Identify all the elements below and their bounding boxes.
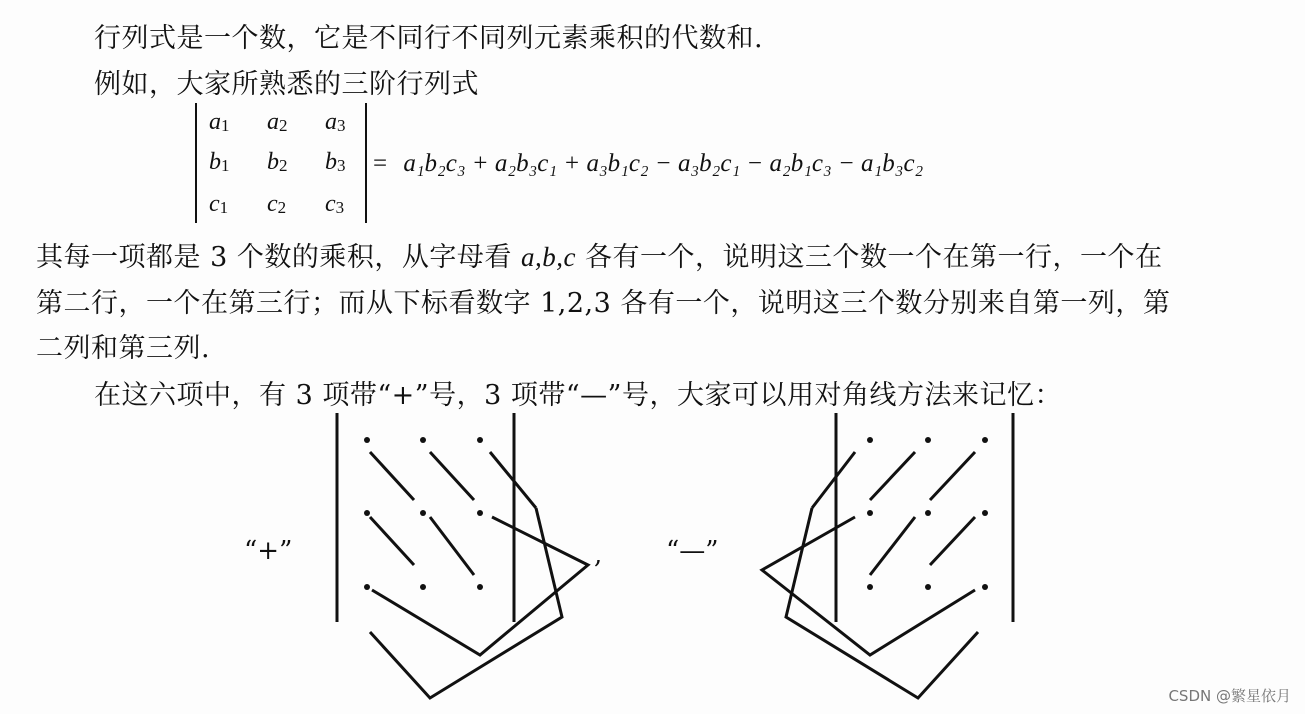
paragraph-definition: 行列式是一个数，它是不同行不同列元素乘积的代数和. [94,23,764,54]
matrix-cell-a2: $a_2$ [267,109,288,135]
paragraph-sign-rule: 在这六项中，有 3 项带“+”号，3 项带“—”号，大家可以用对角线方法来记忆： [94,380,1062,411]
plus-diagram [337,413,588,698]
minus-diagram-label: “—” [666,536,719,566]
paragraph-explanation-3: 二列和第三列. [36,333,211,364]
matrix-cell-b3: $b_3$ [325,149,346,175]
plus-diagram-label: “+” [244,536,293,566]
paragraph-explanation-2: 第二行，一个在第三行；而从下标看数字 1,2,3 各有一个，说明这三个数分别来自第一列，第 [36,288,1171,319]
matrix-cell-b2: $b_2$ [267,149,288,175]
paragraph-example-intro: 例如，大家所熟悉的三阶行列式 [94,69,479,100]
paragraph-explanation-1: 其每一项都是 3 个数的乘积，从字母看 a,b,c 各有一个，说明这三个数一个在第一行，一个在 [36,242,1163,273]
matrix-cell-c2: $c_2$ [267,191,287,217]
equals-sign: = [373,150,388,177]
diagram-separator: , [594,540,603,570]
matrix-cell-c3: $c_3$ [325,191,345,217]
matrix-cell-b1: $b_1$ [209,149,230,175]
csdn-watermark: CSDN @繁星依月 [1168,687,1291,705]
matrix-cell-a3: $a_3$ [325,109,346,135]
matrix-cell-a1: $a_1$ [209,109,230,135]
expansion-formula: a₁b₂c₃ + a₂b₃c₁ + a₃b₁c₂ − a₃b₂c₁ − a₂b₁c₃ − a₁b₃c₂ [403,150,924,177]
matrix-cell-c1: $c_1$ [209,191,229,217]
minus-diagram [762,413,1013,698]
